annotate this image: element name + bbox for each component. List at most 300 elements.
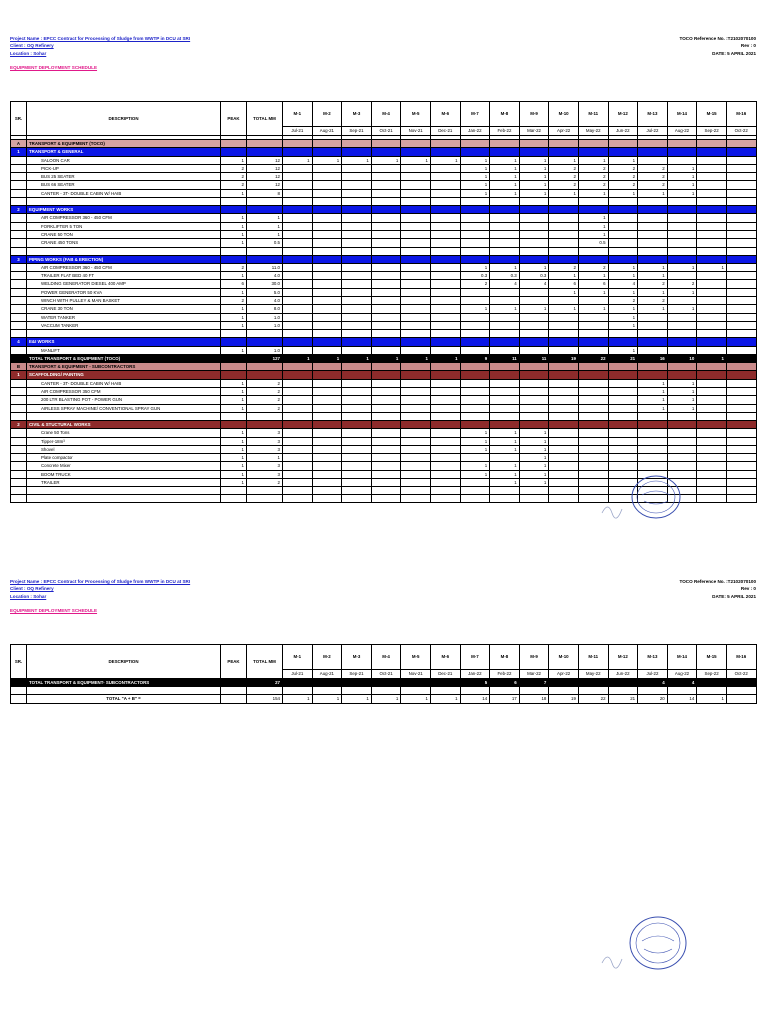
- col-sr-header: SR.: [11, 102, 27, 136]
- col-date-header: Aug-22: [667, 670, 697, 679]
- empty-cell: [247, 338, 283, 346]
- description-cell: AIR COMPRESSOR 360 - 450 CFM: [27, 214, 221, 222]
- empty-cell: [342, 495, 372, 503]
- month-cell: 1: [578, 156, 608, 164]
- sr-cell: [11, 445, 27, 453]
- month-cell: [371, 313, 401, 321]
- description-cell: AIR COMPRESSOR 350 CFM: [27, 388, 221, 396]
- peak-cell: 2: [221, 173, 247, 181]
- table-row: [11, 437, 757, 445]
- month-cell: [430, 478, 460, 486]
- month-cell: [490, 214, 520, 222]
- month-cell: [726, 263, 756, 271]
- month-cell: [312, 454, 342, 462]
- peak-cell: 1: [221, 189, 247, 197]
- month-cell: [697, 230, 727, 238]
- empty-cell: [247, 255, 283, 263]
- empty-cell: [638, 338, 668, 346]
- month-cell: 1: [549, 189, 579, 197]
- empty-cell: [519, 206, 549, 214]
- month-cell: 2: [667, 280, 697, 288]
- month-cell: [430, 679, 460, 687]
- col-description-header: DESCRIPTION: [27, 102, 221, 136]
- empty-cell: [460, 255, 490, 263]
- empty-cell: [608, 330, 638, 338]
- month-cell: [667, 437, 697, 445]
- empty-cell: [460, 247, 490, 255]
- month-cell: [430, 445, 460, 453]
- total-mm-cell: 1.0: [247, 313, 283, 321]
- month-cell: [283, 429, 313, 437]
- month-cell: 1: [371, 695, 401, 703]
- empty-cell: [726, 206, 756, 214]
- month-cell: 1: [519, 173, 549, 181]
- month-cell: 1: [667, 288, 697, 296]
- empty-cell: [549, 338, 579, 346]
- month-cell: [697, 396, 727, 404]
- section-number: A: [11, 140, 27, 148]
- empty-cell: [667, 198, 697, 206]
- month-cell: [638, 445, 668, 453]
- month-cell: [549, 230, 579, 238]
- month-cell: [519, 222, 549, 230]
- month-cell: [312, 470, 342, 478]
- month-cell: [312, 679, 342, 687]
- total-mm-cell: 0.5: [247, 239, 283, 247]
- month-cell: [283, 222, 313, 230]
- month-cell: [401, 297, 431, 305]
- month-cell: [312, 173, 342, 181]
- month-cell: [519, 379, 549, 387]
- empty-cell: [608, 198, 638, 206]
- table-row: [11, 181, 757, 189]
- peak-cell: 2: [221, 263, 247, 271]
- col-month-header: M-12: [608, 102, 638, 127]
- empty-cell: [519, 420, 549, 428]
- month-cell: [726, 396, 756, 404]
- empty-cell: [283, 206, 313, 214]
- peak-cell: 1: [221, 379, 247, 387]
- month-cell: [490, 454, 520, 462]
- empty-cell: [430, 487, 460, 495]
- month-cell: [578, 346, 608, 354]
- empty-cell: [578, 330, 608, 338]
- peak-cell: 1: [221, 288, 247, 296]
- section-number: 1: [11, 148, 27, 156]
- month-cell: 1: [608, 156, 638, 164]
- section-number: B: [11, 363, 27, 371]
- empty-cell: [401, 140, 431, 148]
- month-cell: [549, 239, 579, 247]
- empty-cell: [726, 420, 756, 428]
- empty-cell: [638, 148, 668, 156]
- peak-cell: 1: [221, 230, 247, 238]
- month-cell: [371, 222, 401, 230]
- month-cell: 1: [460, 173, 490, 181]
- table-row: [11, 388, 757, 396]
- month-cell: [312, 379, 342, 387]
- month-cell: 1: [283, 695, 313, 703]
- month-cell: [312, 214, 342, 222]
- empty-cell: [549, 687, 579, 695]
- month-cell: 1: [283, 156, 313, 164]
- month-cell: [697, 462, 727, 470]
- month-cell: [697, 214, 727, 222]
- peak-cell: 1: [221, 346, 247, 354]
- empty-cell: [697, 338, 727, 346]
- table-row: [11, 454, 757, 462]
- empty-cell: [283, 412, 313, 420]
- month-cell: [401, 437, 431, 445]
- col-month-header: M-9: [519, 645, 549, 670]
- empty-cell: [519, 140, 549, 148]
- month-cell: [460, 288, 490, 296]
- col-date-header: Mar-22: [519, 670, 549, 679]
- month-cell: [430, 305, 460, 313]
- month-cell: [342, 454, 372, 462]
- empty-cell: [11, 412, 27, 420]
- month-cell: 4: [519, 280, 549, 288]
- total-row: [11, 695, 757, 703]
- empty-cell: [726, 371, 756, 379]
- month-cell: [608, 445, 638, 453]
- month-cell: 1: [283, 354, 313, 362]
- month-cell: [638, 156, 668, 164]
- col-month-header: M-4: [371, 645, 401, 670]
- month-cell: [371, 263, 401, 271]
- empty-cell: [726, 247, 756, 255]
- blank-row: [11, 198, 757, 206]
- month-cell: [401, 429, 431, 437]
- peak-cell: 1: [221, 305, 247, 313]
- month-cell: [283, 454, 313, 462]
- sr-cell: [11, 470, 27, 478]
- description-cell: 200 LTR BLASTING POT - POWER GUN: [27, 396, 221, 404]
- empty-cell: [490, 255, 520, 263]
- sr-cell: [11, 429, 27, 437]
- month-cell: 21: [608, 354, 638, 362]
- month-cell: [726, 346, 756, 354]
- empty-cell: [578, 420, 608, 428]
- month-cell: [578, 462, 608, 470]
- month-cell: [342, 313, 372, 321]
- empty-cell: [667, 148, 697, 156]
- month-cell: [460, 239, 490, 247]
- month-cell: [697, 222, 727, 230]
- month-cell: [371, 288, 401, 296]
- month-cell: [342, 404, 372, 412]
- month-cell: 1: [342, 695, 372, 703]
- month-cell: [490, 346, 520, 354]
- month-cell: [430, 379, 460, 387]
- total-mm-cell: 1: [247, 222, 283, 230]
- blank-row: [11, 330, 757, 338]
- empty-cell: [549, 487, 579, 495]
- month-cell: [490, 239, 520, 247]
- empty-cell: [667, 363, 697, 371]
- month-cell: [549, 437, 579, 445]
- description-cell: CANTER - 3T- DOUBLE CABIN W/ HAIB: [27, 379, 221, 387]
- table-row: [11, 280, 757, 288]
- month-cell: 1: [401, 354, 431, 362]
- col-month-header: M-8: [490, 645, 520, 670]
- month-cell: [401, 445, 431, 453]
- col-month-header: M-9: [519, 102, 549, 127]
- month-cell: 0.3: [490, 272, 520, 280]
- month-cell: 1: [667, 388, 697, 396]
- empty-cell: [221, 148, 247, 156]
- empty-cell: [608, 338, 638, 346]
- empty-cell: [221, 206, 247, 214]
- month-cell: 1: [519, 156, 549, 164]
- month-cell: [726, 280, 756, 288]
- month-cell: [342, 222, 372, 230]
- month-cell: [371, 454, 401, 462]
- section-number: 2: [11, 206, 27, 214]
- month-cell: 1: [490, 263, 520, 271]
- month-cell: [401, 396, 431, 404]
- description-cell: WELDING GENERATOR DIESEL 400 AMP: [27, 280, 221, 288]
- description-cell: AIRLESS SPRAY MACHINE/ CONVENTIONAL SPRAY GUN: [27, 404, 221, 412]
- month-cell: [638, 239, 668, 247]
- month-cell: 1: [667, 189, 697, 197]
- month-cell: [342, 230, 372, 238]
- month-cell: [312, 404, 342, 412]
- empty-cell: [401, 495, 431, 503]
- empty-cell: [519, 487, 549, 495]
- month-cell: 1: [638, 272, 668, 280]
- month-cell: [460, 214, 490, 222]
- page-1: [10, 35, 756, 503]
- empty-cell: [460, 412, 490, 420]
- empty-cell: [549, 198, 579, 206]
- month-cell: [697, 297, 727, 305]
- month-cell: [430, 321, 460, 329]
- empty-cell: [371, 412, 401, 420]
- month-cell: 16: [638, 354, 668, 362]
- empty-cell: [342, 371, 372, 379]
- month-cell: 18: [519, 695, 549, 703]
- empty-cell: [27, 487, 221, 495]
- month-cell: [283, 478, 313, 486]
- empty-cell: [312, 255, 342, 263]
- empty-cell: [342, 687, 372, 695]
- empty-cell: [549, 247, 579, 255]
- month-cell: 1: [519, 429, 549, 437]
- empty-cell: [221, 247, 247, 255]
- empty-cell: [401, 363, 431, 371]
- empty-cell: [519, 687, 549, 695]
- empty-cell: [608, 371, 638, 379]
- month-cell: [460, 346, 490, 354]
- empty-cell: [283, 687, 313, 695]
- project-name: Project Name : EPCC Contract for Processing of Sludge from WWTP in DCU at SRI: [10, 579, 191, 584]
- empty-cell: [490, 247, 520, 255]
- empty-cell: [608, 206, 638, 214]
- empty-cell: [460, 148, 490, 156]
- month-cell: [697, 478, 727, 486]
- month-cell: [283, 396, 313, 404]
- month-cell: [697, 346, 727, 354]
- col-month-header: M-15: [697, 102, 727, 127]
- table-row: [11, 288, 757, 296]
- month-cell: [371, 164, 401, 172]
- client-name: Client : OQ Refinery: [10, 586, 54, 592]
- peak-cell: 2: [221, 164, 247, 172]
- empty-cell: [283, 363, 313, 371]
- month-cell: [608, 222, 638, 230]
- month-cell: [519, 239, 549, 247]
- table-row: [11, 313, 757, 321]
- empty-cell: [726, 330, 756, 338]
- table-body: [11, 136, 757, 503]
- deployment-table: [10, 101, 757, 503]
- month-cell: 1: [578, 272, 608, 280]
- month-cell: [312, 462, 342, 470]
- month-cell: 1: [490, 189, 520, 197]
- empty-cell: [371, 247, 401, 255]
- month-cell: [549, 462, 579, 470]
- month-cell: [726, 470, 756, 478]
- col-month-header: M-10: [549, 645, 579, 670]
- month-cell: [430, 388, 460, 396]
- month-cell: 1: [460, 189, 490, 197]
- empty-cell: [519, 198, 549, 206]
- month-cell: [726, 272, 756, 280]
- month-cell: [697, 679, 727, 687]
- empty-cell: [726, 687, 756, 695]
- month-cell: [519, 388, 549, 396]
- empty-cell: [460, 140, 490, 148]
- col-month-header: M-11: [578, 645, 608, 670]
- month-cell: [401, 239, 431, 247]
- month-cell: [490, 297, 520, 305]
- month-cell: [401, 388, 431, 396]
- peak-cell: 1: [221, 222, 247, 230]
- month-cell: [549, 679, 579, 687]
- month-cell: 1: [490, 470, 520, 478]
- empty-cell: [312, 371, 342, 379]
- month-cell: 4: [667, 679, 697, 687]
- month-cell: 1: [490, 445, 520, 453]
- section-title: EQUIPMENT WORKS: [27, 206, 221, 214]
- sr-cell: [11, 181, 27, 189]
- empty-cell: [578, 206, 608, 214]
- month-cell: [430, 272, 460, 280]
- month-cell: 1: [667, 173, 697, 181]
- description-cell: CANTER - 3T- DOUBLE CABIN W/ HAIB: [27, 189, 221, 197]
- month-cell: [401, 305, 431, 313]
- location: Location : Sohar: [10, 593, 47, 599]
- col-date-header: Aug-21: [312, 670, 342, 679]
- section-header-row: [11, 420, 757, 428]
- month-cell: [667, 429, 697, 437]
- empty-cell: [371, 206, 401, 214]
- empty-cell: [247, 412, 283, 420]
- empty-cell: [312, 330, 342, 338]
- month-cell: [371, 404, 401, 412]
- peak-cell: 1: [221, 313, 247, 321]
- peak-cell: 1: [221, 478, 247, 486]
- empty-cell: [27, 330, 221, 338]
- month-cell: [371, 173, 401, 181]
- sr-cell: [11, 321, 27, 329]
- sr-cell: [11, 437, 27, 445]
- empty-cell: [221, 420, 247, 428]
- table-row: [11, 404, 757, 412]
- sr-cell: [11, 313, 27, 321]
- sr-cell: [11, 305, 27, 313]
- empty-cell: [430, 420, 460, 428]
- sr-cell: [11, 679, 27, 687]
- month-cell: [638, 346, 668, 354]
- description-cell: POWER GENERATOR 50 KVA: [27, 288, 221, 296]
- col-date-header: Jul-21: [283, 127, 313, 136]
- total-mm-cell: 2: [247, 478, 283, 486]
- empty-cell: [401, 338, 431, 346]
- month-cell: 1: [460, 437, 490, 445]
- empty-cell: [221, 140, 247, 148]
- sr-cell: [11, 388, 27, 396]
- sr-cell: [11, 297, 27, 305]
- blank-row: [11, 412, 757, 420]
- month-cell: 1: [490, 462, 520, 470]
- month-cell: [726, 156, 756, 164]
- month-cell: 2: [638, 297, 668, 305]
- empty-cell: [578, 412, 608, 420]
- month-cell: [608, 462, 638, 470]
- month-cell: [697, 173, 727, 181]
- month-cell: [283, 437, 313, 445]
- empty-cell: [638, 363, 668, 371]
- month-cell: [371, 230, 401, 238]
- month-cell: [371, 379, 401, 387]
- month-cell: [401, 230, 431, 238]
- month-cell: 1: [578, 189, 608, 197]
- month-cell: [608, 396, 638, 404]
- col-date-header: Sep-22: [697, 670, 727, 679]
- month-cell: [638, 429, 668, 437]
- month-cell: [519, 288, 549, 296]
- empty-cell: [371, 687, 401, 695]
- empty-cell: [342, 206, 372, 214]
- month-cell: [726, 454, 756, 462]
- empty-cell: [401, 371, 431, 379]
- empty-cell: [401, 330, 431, 338]
- month-cell: [430, 189, 460, 197]
- section-header-row: [11, 363, 757, 371]
- month-cell: [697, 321, 727, 329]
- month-cell: [283, 388, 313, 396]
- col-date-header: Jun-22: [608, 127, 638, 136]
- month-cell: [371, 478, 401, 486]
- description-cell: CRANE 50 TON: [27, 230, 221, 238]
- month-cell: 2: [549, 181, 579, 189]
- month-cell: [460, 222, 490, 230]
- month-cell: 1: [608, 263, 638, 271]
- empty-cell: [460, 198, 490, 206]
- month-cell: 1: [578, 214, 608, 222]
- description-cell: TRAILER FLAT BED 40 FT: [27, 272, 221, 280]
- month-cell: [726, 379, 756, 387]
- description-cell: PICK-UP: [27, 164, 221, 172]
- month-cell: [371, 272, 401, 280]
- month-cell: 2: [578, 181, 608, 189]
- month-cell: [283, 263, 313, 271]
- peak-cell: [221, 679, 247, 687]
- empty-cell: [490, 487, 520, 495]
- empty-cell: [490, 495, 520, 503]
